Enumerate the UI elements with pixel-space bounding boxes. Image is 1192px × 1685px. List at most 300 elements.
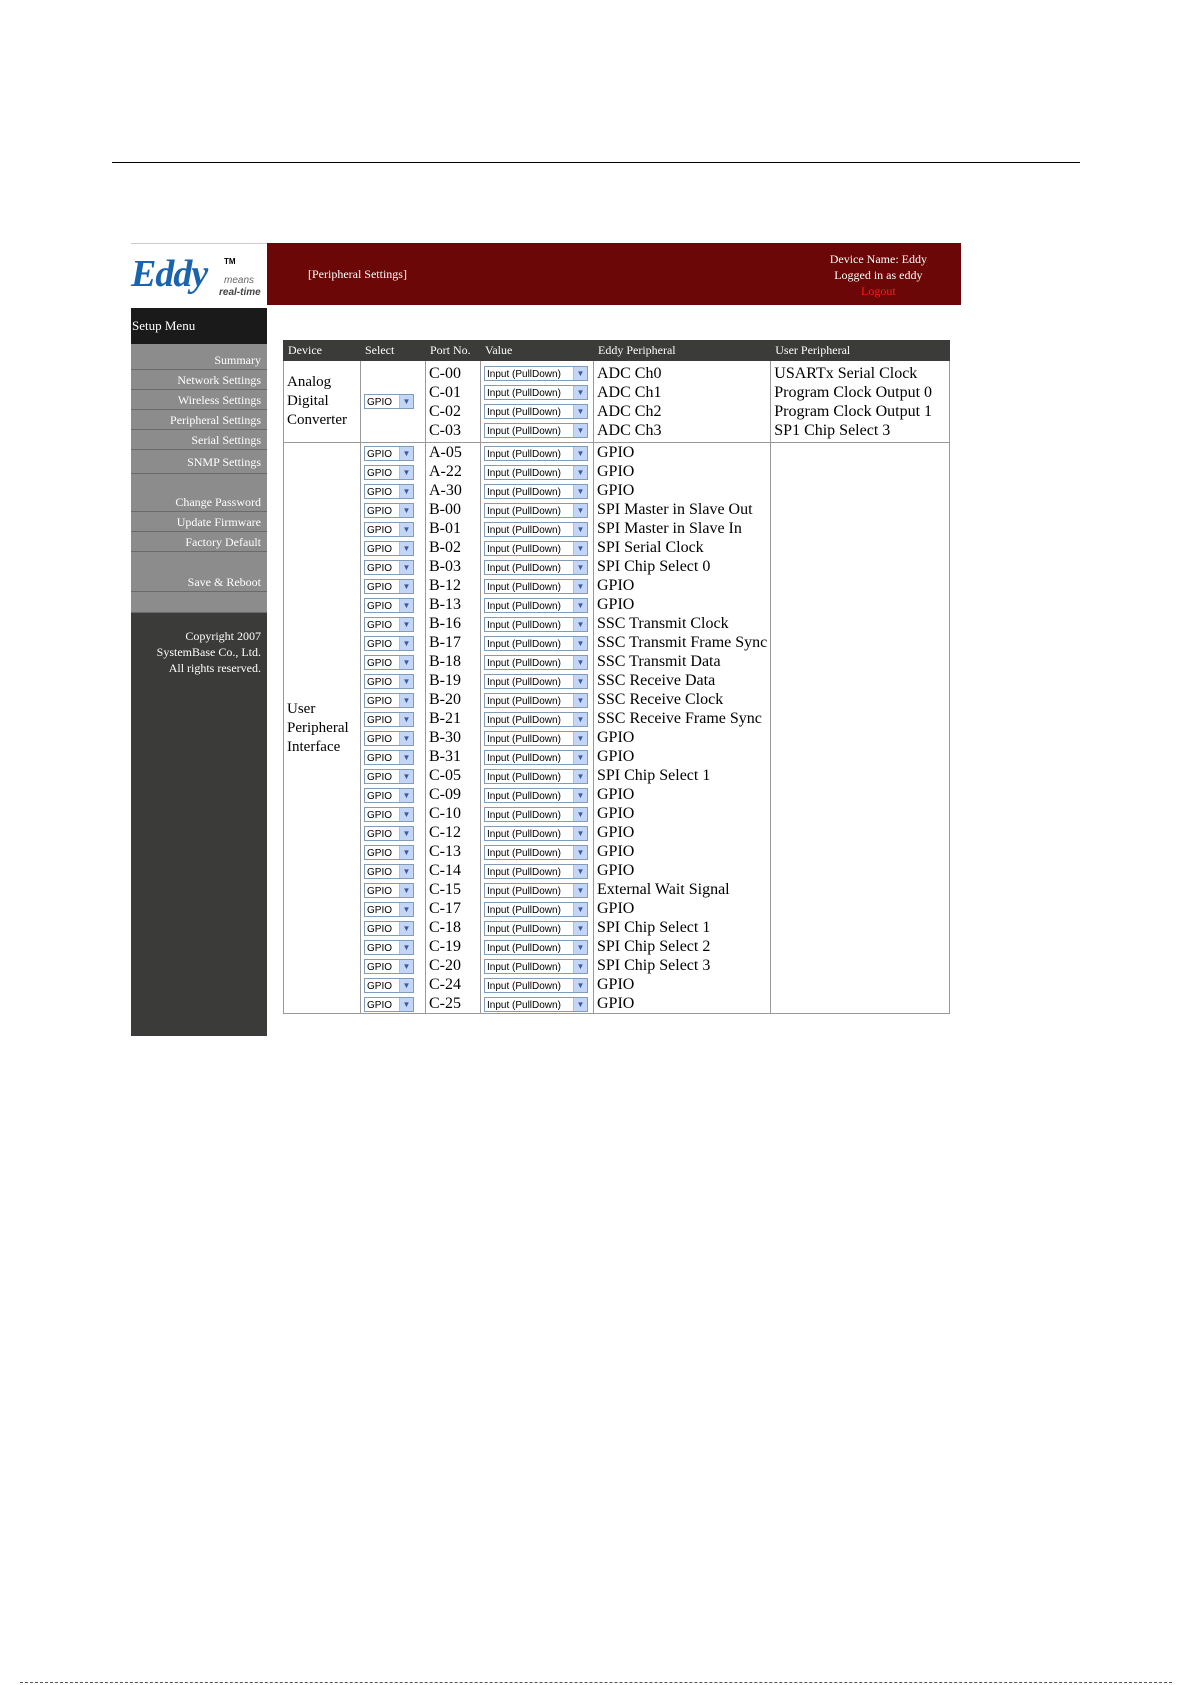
value-text: Input (PullDown) xyxy=(487,505,561,517)
value-text: Input (PullDown) xyxy=(487,581,561,593)
menu-spacer xyxy=(131,592,267,613)
upi-user-column xyxy=(771,443,950,1014)
eddy-peripheral: SSC Transmit Data xyxy=(597,653,721,670)
gpio-select-dropdown[interactable] xyxy=(364,902,414,917)
menu-spacer xyxy=(131,552,267,572)
value-text: Input (PullDown) xyxy=(487,866,561,878)
port-no: C-17 xyxy=(429,900,461,917)
chevron-down-icon: ▼ xyxy=(399,808,413,821)
port-no: B-03 xyxy=(429,558,461,575)
value-dropdown[interactable] xyxy=(484,845,588,860)
chevron-down-icon: ▼ xyxy=(573,447,587,460)
eddy-peripheral: SPI Chip Select 1 xyxy=(597,919,711,936)
select-value: GPIO xyxy=(367,397,393,409)
chevron-down-icon: ▼ xyxy=(573,405,587,418)
gpio-select-dropdown[interactable] xyxy=(364,484,414,499)
value-dropdown[interactable] xyxy=(484,902,588,917)
port-no: C-09 xyxy=(429,786,461,803)
eddy-peripheral: GPIO xyxy=(597,786,635,803)
chevron-down-icon: ▼ xyxy=(399,922,413,935)
gpio-select-dropdown[interactable] xyxy=(364,655,414,670)
value-dropdown[interactable] xyxy=(484,560,588,575)
value-text: Input (PullDown) xyxy=(487,426,561,438)
adc-select-cell xyxy=(361,361,426,443)
value-dropdown[interactable] xyxy=(484,826,588,841)
gpio-select-dropdown[interactable] xyxy=(364,693,414,708)
chevron-down-icon: ▼ xyxy=(573,979,587,992)
chevron-down-icon: ▼ xyxy=(399,599,413,612)
chevron-down-icon: ▼ xyxy=(399,637,413,650)
value-dropdown[interactable] xyxy=(484,674,588,689)
gpio-select-dropdown[interactable] xyxy=(364,997,414,1012)
port-no: B-02 xyxy=(429,539,461,556)
copyright-line: All rights reserved. xyxy=(168,661,261,675)
value-dropdown[interactable] xyxy=(484,423,588,438)
eddy-peripheral: SSC Transmit Frame Sync xyxy=(597,634,768,651)
menu-item-save-reboot[interactable]: Save & Reboot xyxy=(131,572,267,592)
chevron-down-icon: ▼ xyxy=(399,865,413,878)
port-no: B-13 xyxy=(429,596,461,613)
select-value: GPIO xyxy=(367,581,393,593)
col-user-peripheral: User Peripheral xyxy=(771,341,950,361)
value-dropdown[interactable] xyxy=(484,636,588,651)
value-text: Input (PullDown) xyxy=(487,619,561,631)
value-cell xyxy=(484,823,590,842)
chevron-down-icon: ▼ xyxy=(399,789,413,802)
value-dropdown[interactable] xyxy=(484,731,588,746)
adc-ports xyxy=(426,361,481,443)
value-text: Input (PullDown) xyxy=(487,923,561,935)
value-dropdown[interactable] xyxy=(484,712,588,727)
select-cell xyxy=(364,880,422,899)
page-top-rule xyxy=(112,162,1080,163)
value-dropdown[interactable] xyxy=(484,522,588,537)
menu-item-change-password[interactable]: Change Password xyxy=(131,492,267,512)
value-cell xyxy=(484,421,590,440)
gpio-select-dropdown[interactable] xyxy=(364,712,414,727)
device-label-line: Analog xyxy=(287,374,332,390)
value-dropdown[interactable] xyxy=(484,541,588,556)
gpio-select-dropdown[interactable] xyxy=(364,674,414,689)
select-value: GPIO xyxy=(367,790,393,802)
adc-select-dropdown[interactable] xyxy=(364,394,414,409)
value-cell xyxy=(484,956,590,975)
eddy-peripheral: External Wait Signal xyxy=(597,881,730,898)
select-value: GPIO xyxy=(367,486,393,498)
select-cell xyxy=(364,937,422,956)
user-peripheral: Program Clock Output 1 xyxy=(774,402,933,420)
select-value: GPIO xyxy=(367,847,393,859)
select-cell xyxy=(364,899,422,918)
chevron-down-icon: ▼ xyxy=(399,827,413,840)
gpio-select-dropdown[interactable] xyxy=(364,750,414,765)
device-label-line: Peripheral xyxy=(287,719,349,736)
adc-user-peripherals xyxy=(771,361,950,443)
table-header-row xyxy=(284,341,950,361)
select-cell xyxy=(364,975,422,994)
chevron-down-icon: ▼ xyxy=(573,808,587,821)
gpio-select-dropdown[interactable] xyxy=(364,598,414,613)
gpio-select-dropdown[interactable] xyxy=(364,503,414,518)
select-cell xyxy=(364,994,422,1013)
port-no: B-00 xyxy=(429,501,461,518)
value-dropdown[interactable] xyxy=(484,366,588,381)
value-dropdown[interactable] xyxy=(484,404,588,419)
value-cell xyxy=(484,994,590,1013)
value-cell xyxy=(484,538,590,557)
logged-in-status: Logged in as eddy xyxy=(834,268,923,282)
upi-eddy-column xyxy=(594,443,771,1014)
value-text: Input (PullDown) xyxy=(487,543,561,555)
select-cell xyxy=(364,918,422,937)
chevron-down-icon: ▼ xyxy=(573,675,587,688)
value-text: Input (PullDown) xyxy=(487,600,561,612)
chevron-down-icon: ▼ xyxy=(399,447,413,460)
select-value: GPIO xyxy=(367,638,393,650)
chevron-down-icon: ▼ xyxy=(573,789,587,802)
gpio-select-dropdown[interactable] xyxy=(364,959,414,974)
col-device: Device xyxy=(284,341,361,361)
menu-item-peripheral-settings[interactable]: Peripheral Settings xyxy=(131,410,267,430)
value-dropdown[interactable] xyxy=(484,446,588,461)
port-no: B-01 xyxy=(429,520,461,537)
value-cell xyxy=(484,462,590,481)
user-peripheral: Program Clock Output 0 xyxy=(774,383,933,401)
value-dropdown[interactable] xyxy=(484,655,588,670)
value-cell xyxy=(484,747,590,766)
value-dropdown[interactable] xyxy=(484,503,588,518)
chevron-down-icon: ▼ xyxy=(399,675,413,688)
chevron-down-icon: ▼ xyxy=(399,903,413,916)
value-dropdown[interactable] xyxy=(484,997,588,1012)
eddy-peripheral: GPIO xyxy=(597,596,635,613)
chevron-down-icon: ▼ xyxy=(573,561,587,574)
port-no: C-05 xyxy=(429,767,461,784)
upi-select-column xyxy=(361,443,426,1014)
eddy-peripheral: SPI Chip Select 2 xyxy=(597,938,711,955)
value-dropdown[interactable] xyxy=(484,959,588,974)
value-dropdown[interactable] xyxy=(484,385,588,400)
value-text: Input (PullDown) xyxy=(487,369,561,381)
chevron-down-icon: ▼ xyxy=(573,713,587,726)
device-label-line: Interface xyxy=(287,738,341,755)
select-value: GPIO xyxy=(367,676,393,688)
gpio-select-dropdown[interactable] xyxy=(364,579,414,594)
select-value: GPIO xyxy=(367,600,393,612)
page-title: [Peripheral Settings] xyxy=(308,267,407,281)
chevron-down-icon: ▼ xyxy=(573,466,587,479)
port-no: B-19 xyxy=(429,672,461,689)
eddy-peripheral: ADC Ch3 xyxy=(597,421,662,439)
value-cell xyxy=(484,861,590,880)
value-cell xyxy=(484,595,590,614)
select-value: GPIO xyxy=(367,448,393,460)
device-adc xyxy=(284,361,361,443)
port-no: C-12 xyxy=(429,824,461,841)
select-value: GPIO xyxy=(367,980,393,992)
value-dropdown[interactable] xyxy=(484,598,588,613)
select-value: GPIO xyxy=(367,733,393,745)
eddy-peripheral: GPIO xyxy=(597,577,635,594)
value-text: Input (PullDown) xyxy=(487,638,561,650)
value-text: Input (PullDown) xyxy=(487,448,561,460)
adc-row xyxy=(284,361,950,443)
value-cell xyxy=(484,519,590,538)
value-dropdown[interactable] xyxy=(484,579,588,594)
value-text: Input (PullDown) xyxy=(487,407,561,419)
value-cell xyxy=(484,500,590,519)
port-no: C-10 xyxy=(429,805,461,822)
port-no: C-03 xyxy=(429,421,461,439)
value-cell xyxy=(484,402,590,421)
select-cell xyxy=(364,614,422,633)
value-dropdown[interactable] xyxy=(484,617,588,632)
select-cell xyxy=(364,633,422,652)
value-cell xyxy=(484,614,590,633)
port-no: B-16 xyxy=(429,615,461,632)
device-upi xyxy=(284,443,361,1014)
gpio-select-dropdown[interactable] xyxy=(364,617,414,632)
value-text: Input (PullDown) xyxy=(487,388,561,400)
eddy-peripheral: SSC Transmit Clock xyxy=(597,615,729,632)
value-cell xyxy=(484,766,590,785)
menu-item-summary[interactable]: Summary xyxy=(131,350,267,370)
value-dropdown[interactable] xyxy=(484,788,588,803)
gpio-select-dropdown[interactable] xyxy=(364,864,414,879)
value-cell xyxy=(484,880,590,899)
select-value: GPIO xyxy=(367,543,393,555)
value-cell xyxy=(484,918,590,937)
value-cell xyxy=(484,690,590,709)
eddy-peripheral: GPIO xyxy=(597,805,635,822)
select-cell xyxy=(364,443,422,462)
value-dropdown[interactable] xyxy=(484,750,588,765)
chevron-down-icon: ▼ xyxy=(573,770,587,783)
eddy-peripheral: SSC Receive Data xyxy=(597,672,716,689)
value-text: Input (PullDown) xyxy=(487,809,561,821)
value-dropdown[interactable] xyxy=(484,807,588,822)
value-cell xyxy=(484,383,590,402)
value-dropdown[interactable] xyxy=(484,484,588,499)
device-label-line: Converter xyxy=(287,412,347,428)
chevron-down-icon: ▼ xyxy=(399,542,413,555)
value-cell xyxy=(484,364,590,383)
value-text: Input (PullDown) xyxy=(487,790,561,802)
value-dropdown[interactable] xyxy=(484,940,588,955)
gpio-select-dropdown[interactable] xyxy=(364,788,414,803)
port-no: C-14 xyxy=(429,862,461,879)
port-no: B-17 xyxy=(429,634,461,651)
select-cell xyxy=(364,462,422,481)
port-no: B-12 xyxy=(429,577,461,594)
select-cell xyxy=(364,538,422,557)
eddy-peripheral: GPIO xyxy=(597,444,635,461)
select-value: GPIO xyxy=(367,942,393,954)
gpio-select-dropdown[interactable] xyxy=(364,446,414,461)
port-no: C-25 xyxy=(429,995,461,1012)
port-no: A-05 xyxy=(429,444,462,461)
value-cell xyxy=(484,709,590,728)
setup-menu xyxy=(131,344,267,613)
gpio-select-dropdown[interactable] xyxy=(364,940,414,955)
port-no: B-30 xyxy=(429,729,461,746)
value-dropdown[interactable] xyxy=(484,864,588,879)
peripheral-table xyxy=(283,340,950,1014)
value-dropdown[interactable] xyxy=(484,769,588,784)
gpio-select-dropdown[interactable] xyxy=(364,522,414,537)
eddy-web-ui xyxy=(131,243,961,1036)
eddy-peripheral: SPI Master in Slave In xyxy=(597,520,742,537)
eddy-peripheral: GPIO xyxy=(597,463,635,480)
value-dropdown[interactable] xyxy=(484,465,588,480)
value-cell xyxy=(484,785,590,804)
eddy-peripheral: SPI Serial Clock xyxy=(597,539,704,556)
port-no: B-18 xyxy=(429,653,461,670)
gpio-select-dropdown[interactable] xyxy=(364,769,414,784)
select-value: GPIO xyxy=(367,961,393,973)
chevron-down-icon: ▼ xyxy=(399,884,413,897)
menu-item-wireless-settings[interactable]: Wireless Settings xyxy=(131,390,267,410)
menu-item-snmp-settings[interactable]: SNMP Settings xyxy=(131,450,267,474)
menu-item-factory-default[interactable]: Factory Default xyxy=(131,532,267,552)
value-text: Input (PullDown) xyxy=(487,562,561,574)
eddy-peripheral: SPI Master in Slave Out xyxy=(597,501,753,518)
value-text: Input (PullDown) xyxy=(487,752,561,764)
eddy-peripheral: ADC Ch2 xyxy=(597,402,662,420)
chevron-down-icon: ▼ xyxy=(399,732,413,745)
gpio-select-dropdown[interactable] xyxy=(364,560,414,575)
value-text: Input (PullDown) xyxy=(487,524,561,536)
chevron-down-icon: ▼ xyxy=(399,466,413,479)
gpio-select-dropdown[interactable] xyxy=(364,921,414,936)
value-cell xyxy=(484,728,590,747)
chevron-down-icon: ▼ xyxy=(573,865,587,878)
select-cell xyxy=(364,804,422,823)
select-cell xyxy=(364,747,422,766)
value-dropdown[interactable] xyxy=(484,883,588,898)
value-dropdown[interactable] xyxy=(484,978,588,993)
select-cell xyxy=(364,557,422,576)
eddy-peripheral: GPIO xyxy=(597,995,635,1012)
select-cell xyxy=(364,652,422,671)
value-cell xyxy=(484,576,590,595)
select-value: GPIO xyxy=(367,619,393,631)
chevron-down-icon: ▼ xyxy=(573,424,587,437)
adc-values xyxy=(481,361,594,443)
menu-spacer xyxy=(131,474,267,492)
value-dropdown[interactable] xyxy=(484,921,588,936)
upi-value-column xyxy=(481,443,594,1014)
port-no: B-31 xyxy=(429,748,461,765)
select-cell xyxy=(364,956,422,975)
chevron-down-icon: ▼ xyxy=(573,637,587,650)
eddy-peripheral: SSC Receive Clock xyxy=(597,691,724,708)
chevron-down-icon: ▼ xyxy=(573,827,587,840)
chevron-down-icon: ▼ xyxy=(573,960,587,973)
value-cell xyxy=(484,975,590,994)
chevron-down-icon: ▼ xyxy=(573,922,587,935)
user-peripheral: USARTx Serial Clock xyxy=(774,364,918,382)
chevron-down-icon: ▼ xyxy=(399,998,413,1011)
select-value: GPIO xyxy=(367,714,393,726)
gpio-select-dropdown[interactable] xyxy=(364,541,414,556)
select-cell xyxy=(364,500,422,519)
upi-row xyxy=(284,443,950,1014)
header-bar xyxy=(267,243,961,305)
chevron-down-icon: ▼ xyxy=(573,367,587,380)
eddy-peripheral: GPIO xyxy=(597,843,635,860)
value-cell xyxy=(484,842,590,861)
menu-item-update-firmware[interactable]: Update Firmware xyxy=(131,512,267,532)
chevron-down-icon: ▼ xyxy=(573,846,587,859)
chevron-down-icon: ▼ xyxy=(573,732,587,745)
gpio-select-dropdown[interactable] xyxy=(364,731,414,746)
chevron-down-icon: ▼ xyxy=(573,485,587,498)
device-label-line: Digital xyxy=(287,393,329,409)
gpio-select-dropdown[interactable] xyxy=(364,883,414,898)
chevron-down-icon: ▼ xyxy=(399,523,413,536)
value-text: Input (PullDown) xyxy=(487,714,561,726)
gpio-select-dropdown[interactable] xyxy=(364,845,414,860)
eddy-peripheral: SPI Chip Select 3 xyxy=(597,957,711,974)
value-text: Input (PullDown) xyxy=(487,961,561,973)
device-label-line: User xyxy=(287,700,316,717)
col-select: Select xyxy=(361,341,426,361)
chevron-down-icon: ▼ xyxy=(573,941,587,954)
eddy-peripheral: GPIO xyxy=(597,748,635,765)
value-text: Input (PullDown) xyxy=(487,676,561,688)
logout-link[interactable]: Logout xyxy=(861,284,896,298)
select-cell xyxy=(364,766,422,785)
select-value: GPIO xyxy=(367,505,393,517)
port-no: C-19 xyxy=(429,938,461,955)
select-cell xyxy=(364,823,422,842)
gpio-select-dropdown[interactable] xyxy=(364,978,414,993)
chevron-down-icon: ▼ xyxy=(573,599,587,612)
eddy-peripheral: SPI Chip Select 0 xyxy=(597,558,711,575)
chevron-down-icon: ▼ xyxy=(399,618,413,631)
eddy-peripheral: SPI Chip Select 1 xyxy=(597,767,711,784)
chevron-down-icon: ▼ xyxy=(573,903,587,916)
chevron-down-icon: ▼ xyxy=(573,751,587,764)
value-text: Input (PullDown) xyxy=(487,733,561,745)
value-dropdown[interactable] xyxy=(484,693,588,708)
menu-item-serial-settings[interactable]: Serial Settings xyxy=(131,430,267,450)
value-cell xyxy=(484,481,590,500)
select-cell xyxy=(364,785,422,804)
select-value: GPIO xyxy=(367,752,393,764)
gpio-select-dropdown[interactable] xyxy=(364,465,414,480)
port-no: A-30 xyxy=(429,482,462,499)
port-no: B-20 xyxy=(429,691,461,708)
gpio-select-dropdown[interactable] xyxy=(364,807,414,822)
value-text: Input (PullDown) xyxy=(487,885,561,897)
chevron-down-icon: ▼ xyxy=(399,504,413,517)
value-cell xyxy=(484,557,590,576)
value-text: Input (PullDown) xyxy=(487,695,561,707)
port-no: C-24 xyxy=(429,976,461,993)
value-text: Input (PullDown) xyxy=(487,942,561,954)
eddy-peripheral: SSC Receive Frame Sync xyxy=(597,710,762,727)
chevron-down-icon: ▼ xyxy=(399,960,413,973)
user-peripheral: SP1 Chip Select 3 xyxy=(774,421,891,439)
value-text: Input (PullDown) xyxy=(487,980,561,992)
gpio-select-dropdown[interactable] xyxy=(364,826,414,841)
select-value: GPIO xyxy=(367,771,393,783)
value-cell xyxy=(484,443,590,462)
menu-item-network-settings[interactable]: Network Settings xyxy=(131,370,267,390)
gpio-select-dropdown[interactable] xyxy=(364,636,414,651)
